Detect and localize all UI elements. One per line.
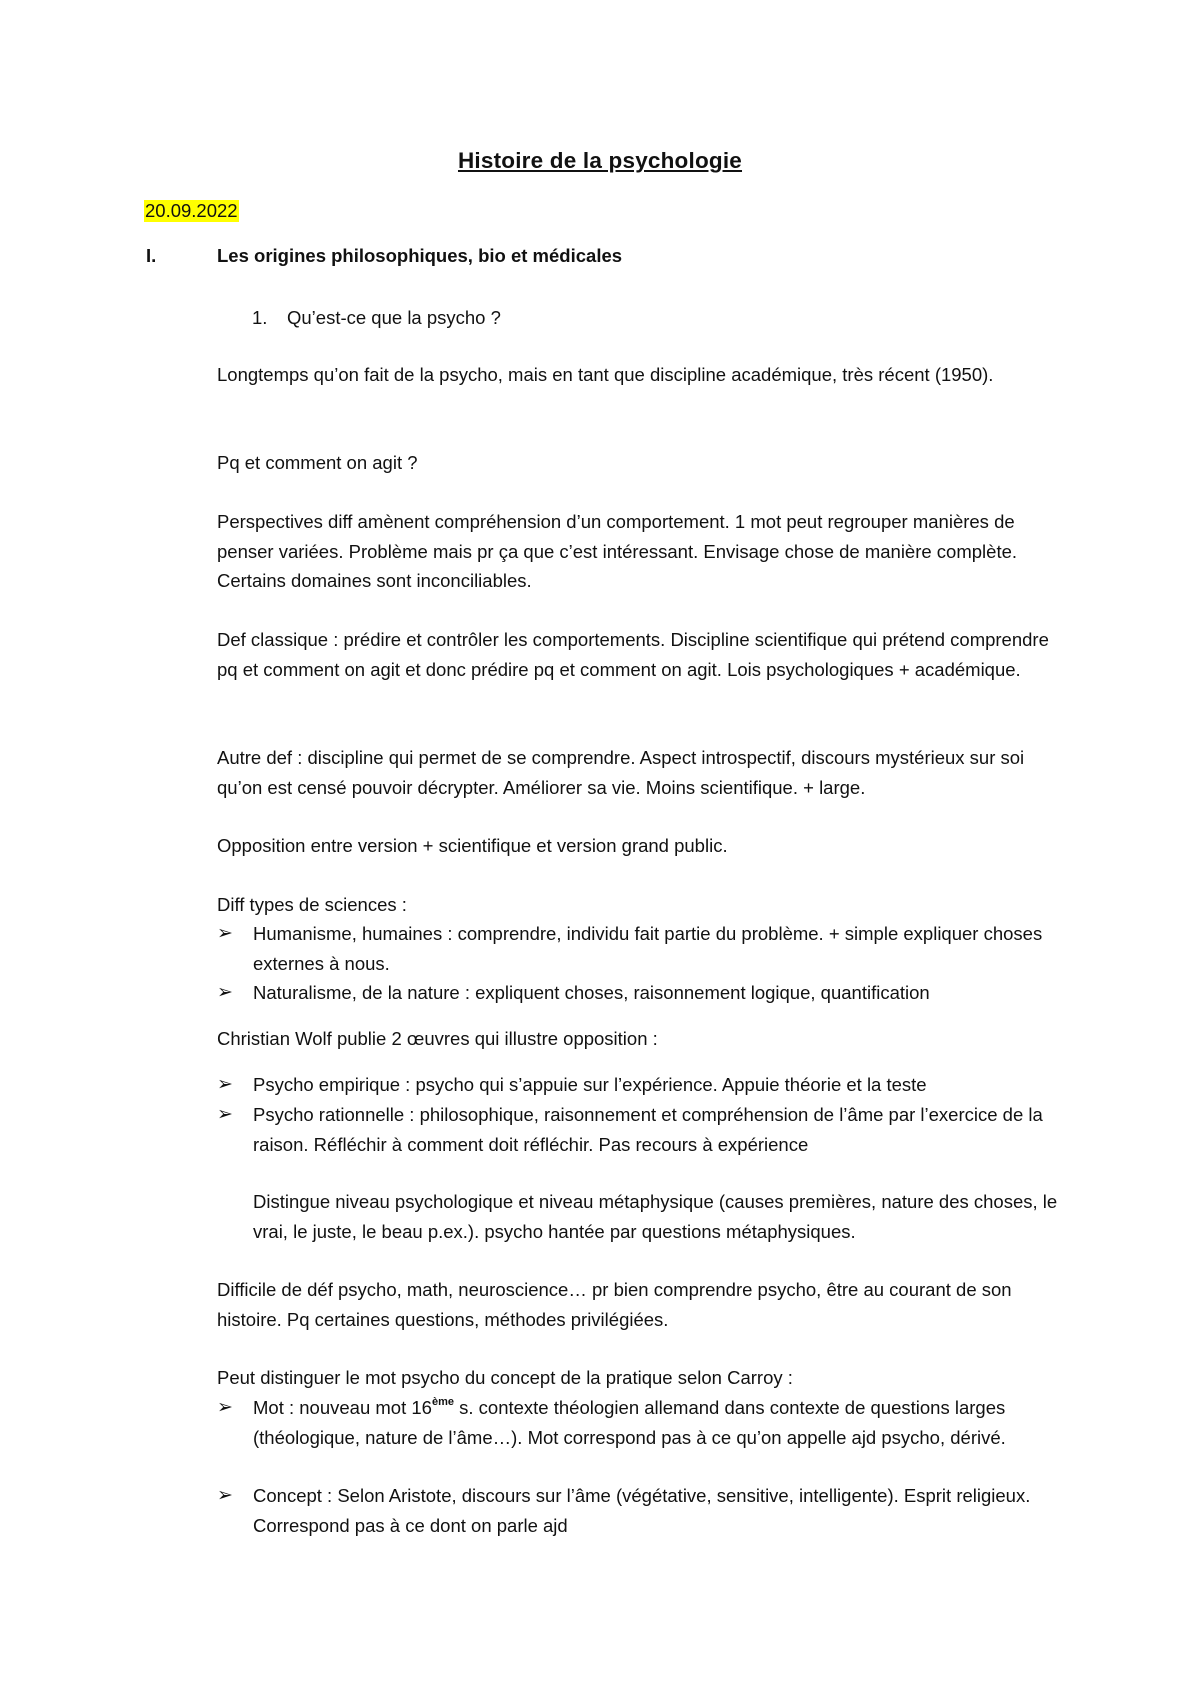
list-item-text bbox=[253, 1393, 1068, 1452]
list-item-text: Concept : Selon Aristote, discours sur l’âme (végétative, sensitive, intelligente). Esprit religieux. Correspond pas à ce dont on parle ajd bbox=[253, 1485, 1031, 1536]
list-item-text: Humanisme, humaines : comprendre, individu fait partie du problème. + simple expliquer choses externes à nous. bbox=[253, 923, 1043, 974]
indented-paragraph: Distingue niveau psychologique et niveau métaphysique (causes premières, nature des choses, le vrai, le juste, le beau p.ex.). psycho hantée par questions métaphysiques. bbox=[253, 1191, 1058, 1242]
paragraph: Autre def : discipline qui permet de se comprendre. Aspect introspectif, discours mystérieux sur soi qu’on est censé pouvoir décrypter. Améliorer sa vie. Moins scientifique. + large. bbox=[217, 747, 1025, 798]
subsection-heading: Qu’est-ce que la psycho ? bbox=[287, 307, 501, 328]
section-heading: Les origines philosophiques, bio et médicales bbox=[217, 245, 623, 266]
arrow-bullet-icon: ➢ bbox=[217, 1485, 233, 1506]
section-number: I. bbox=[146, 245, 157, 266]
paragraph: Peut distinguer le mot psycho du concept de la pratique selon Carroy : bbox=[217, 1367, 793, 1388]
arrow-bullet-icon: ➢ bbox=[217, 1104, 233, 1125]
list-item-text: Naturalisme, de la nature : expliquent choses, raisonnement logique, quantification bbox=[253, 982, 930, 1003]
superscript: ème bbox=[431, 1395, 454, 1408]
paragraph: Pq et comment on agit ? bbox=[217, 452, 418, 473]
arrow-bullet-icon: ➢ bbox=[217, 923, 233, 944]
document-title: Histoire de la psychologie bbox=[457, 148, 743, 173]
paragraph: Def classique : prédire et contrôler les comportements. Discipline scientifique qui prétend comprendre pq et comment on agit et donc prédire pq et comment on agit. Lois psychologiques + académique. bbox=[217, 629, 1049, 680]
paragraph: Diff types de sciences : bbox=[217, 894, 407, 915]
arrow-bullet-icon: ➢ bbox=[217, 1397, 233, 1418]
paragraph: Christian Wolf publie 2 œuvres qui illustre opposition : bbox=[217, 1028, 658, 1049]
paragraph: Opposition entre version + scientifique et version grand public. bbox=[217, 835, 728, 856]
list-item-text: Psycho empirique : psycho qui s’appuie sur l’expérience. Appuie théorie et la teste bbox=[253, 1074, 927, 1095]
arrow-bullet-icon: ➢ bbox=[217, 982, 233, 1003]
mot-text-start: Mot : nouveau mot 16 bbox=[253, 1397, 432, 1418]
list-item-text: Psycho rationnelle : philosophique, raisonnement et compréhension de l’âme par l’exercice de la raison. Réfléchir à comment doit réfléchir. Pas recours à expérience bbox=[253, 1104, 1043, 1155]
mot-text-end: s. contexte théologien allemand dans contexte de questions larges (théologique, nature de l’âme…). Mot correspond pas à ce qu’on appelle ajd psycho, dérivé. bbox=[253, 1397, 1006, 1448]
paragraph: Perspectives diff amènent compréhension d’un comportement. 1 mot peut regrouper manières de penser variées. Problème mais pr ça que c’est intéressant. Envisage chose de manière complète. Certains domaines sont inconciliables. bbox=[217, 511, 1018, 591]
paragraph: Longtemps qu’on fait de la psycho, mais en tant que discipline académique, très récent (1950). bbox=[217, 364, 994, 385]
subsection-number: 1. bbox=[252, 307, 268, 328]
paragraph: Difficile de déf psycho, math, neuroscience… pr bien comprendre psycho, être au courant de son histoire. Pq certaines questions, méthodes privilégiées. bbox=[217, 1279, 1012, 1330]
arrow-bullet-icon: ➢ bbox=[217, 1074, 233, 1095]
date-highlight: 20.09.2022 bbox=[145, 200, 238, 221]
